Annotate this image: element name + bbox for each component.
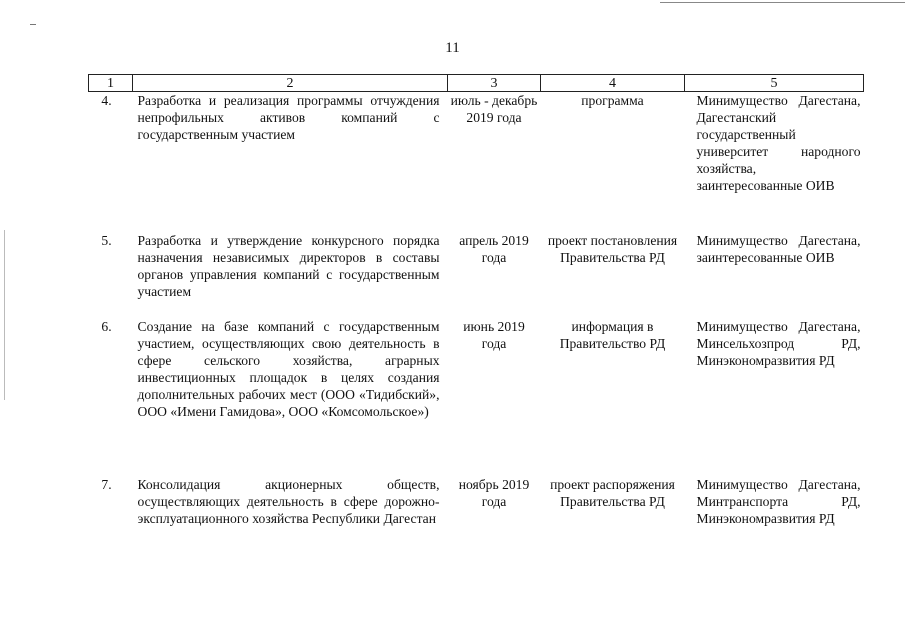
measure-name: Создание на базе компаний с государственным участием, осуществляющих свою деятельность в сфере сельского хозяйства, аграрных инвестиционных площадок в целях создания дополнительных рабочих мест (ООО «Тидибский», ООО «Имени Гамидова», ООО «Комсомольское»)	[137, 318, 440, 419]
row-number: 7.	[101, 476, 112, 492]
completion-form: проект распоряжения Правительства РД	[550, 476, 675, 509]
plan-table	[88, 74, 863, 556]
row-number: 5.	[101, 232, 112, 248]
completion-form: информация в Правительство РД	[559, 318, 666, 351]
page-number: 11	[445, 40, 460, 56]
measure-name: Разработка и реализация программы отчуждения непрофильных активов компаний с государственным участием	[137, 93, 440, 142]
responsible-executors: Минимущество Дагестана, Минсельхозпрод РД, Минэкономразвития РД	[696, 318, 861, 368]
row-number: 6.	[101, 318, 112, 334]
responsible-executors: Минимущество Дагестана, Дагестанский государственный университет народного хозяйства, заинтересованные ОИВ	[696, 93, 861, 193]
responsible-executors: Минимущество Дагестана, Минтранспорта РД, Минэкономразвития РД	[696, 476, 861, 526]
column-header: 3	[448, 75, 541, 92]
completion-form: проект постановления Правительства РД	[547, 232, 678, 265]
measure-term: июль - декабрь 2019 года	[450, 93, 538, 125]
table-row	[89, 92, 864, 232]
row-number: 4.	[101, 93, 112, 108]
measure-name: Разработка и утверждение конкурсного порядка назначения независимых директоров в составы органов управления компаний с государственным участием	[137, 232, 440, 299]
scan-edge-mark	[4, 230, 5, 400]
scan-edge-mark	[30, 24, 36, 25]
completion-form: программа	[581, 93, 644, 108]
table-row	[89, 476, 864, 556]
column-header: 5	[685, 75, 864, 92]
column-header: 4	[541, 75, 685, 92]
measure-name: Консолидация акционерных обществ, осуществляющих деятельность в сфере дорожно-эксплуатационного хозяйства Республики Дагестан	[137, 476, 440, 526]
measure-term: апрель 2019 года	[459, 232, 529, 265]
measure-term: июнь 2019 года	[463, 318, 525, 351]
table-row	[89, 232, 864, 318]
column-header: 2	[133, 75, 448, 92]
responsible-executors: Минимущество Дагестана, заинтересованные ОИВ	[696, 232, 861, 265]
column-header: 1	[89, 75, 133, 92]
scan-edge-mark	[660, 2, 905, 3]
measure-term: ноябрь 2019 года	[458, 476, 530, 509]
table-row	[89, 318, 864, 476]
header-row	[89, 75, 864, 92]
